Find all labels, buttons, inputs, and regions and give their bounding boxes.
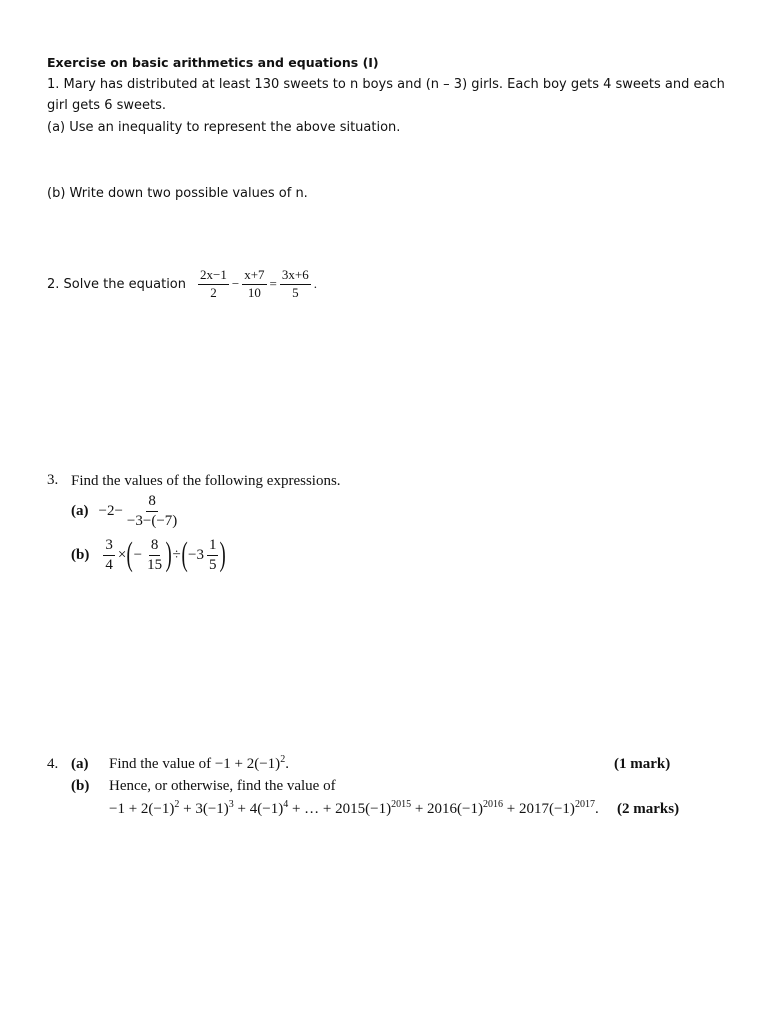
q4-series: $-1 + 2(-1)^2 + 3(-1)^3 + 4(-1)^4$ + … + $2015(-1)^{2015} + 2016(-1)^{2016} + 2017(-1)^{2017}$. bbox=[109, 799, 599, 817]
q3-b-expression: $\frac{3}{4}$ × ( − $\frac{8}{15}$ ) ÷ ( −3 $\frac{1}{5}$ ) bbox=[105, 536, 227, 573]
q4-a-marks: (1 mark) bbox=[614, 756, 671, 772]
q2-fraction-1: $\frac{2x-1}{2}$ bbox=[200, 267, 227, 300]
right-paren: ) bbox=[165, 536, 172, 573]
q1-part-a: (a) Use an inequality to represent the above situation. bbox=[47, 120, 401, 135]
right-paren: ) bbox=[220, 536, 227, 573]
q2-fraction-2: $\frac{x+7}{10}$ bbox=[244, 267, 265, 300]
q3-a-lead: −2− bbox=[98, 502, 123, 519]
q1-line1: 1. Mary has distributed at least 130 sweets to n boys and (n – 3) girls. Each boy gets 4 sweets and each bbox=[47, 77, 725, 92]
q3-a-label: (a) bbox=[71, 502, 89, 519]
q3-b-label: (b) bbox=[71, 546, 90, 563]
q2-fraction-3: $\frac{3x+6}{5}$ bbox=[281, 267, 309, 300]
page-title: Exercise on basic arithmetics and equations (I) bbox=[47, 55, 379, 70]
q4-a-label: (a) bbox=[71, 756, 89, 772]
left-paren: ( bbox=[181, 536, 188, 573]
q4-a-text: Find the value of $-1 + 2(-1)^2$. bbox=[109, 754, 289, 772]
q3-part-b bbox=[71, 535, 226, 575]
q3-part-a bbox=[71, 492, 181, 530]
q3-prompt: Find the values of the following expressions. bbox=[71, 473, 341, 489]
q2-label: 2. Solve the equation bbox=[47, 276, 187, 292]
q2-equation: $\frac{2x-1}{2}$ − $\frac{x+7}{10}$ = $\frac{3x+6}{5}$ . bbox=[200, 267, 317, 300]
q1-part-b: (b) Write down two possible values of n. bbox=[47, 186, 308, 201]
q3-a-fraction: $\frac{8}{-3-(-7)}$ bbox=[126, 493, 178, 529]
q2-row bbox=[47, 264, 318, 304]
q1-line2: girl gets 6 sweets. bbox=[47, 98, 167, 113]
q4-b-marks: (2 marks) bbox=[617, 801, 680, 817]
q3-number: 3. bbox=[47, 472, 59, 488]
left-paren: ( bbox=[126, 536, 134, 573]
q4-number: 4. bbox=[47, 756, 59, 772]
q4-b-label: (b) bbox=[71, 778, 90, 794]
q4-b-text: Hence, or otherwise, find the value of bbox=[109, 778, 336, 794]
